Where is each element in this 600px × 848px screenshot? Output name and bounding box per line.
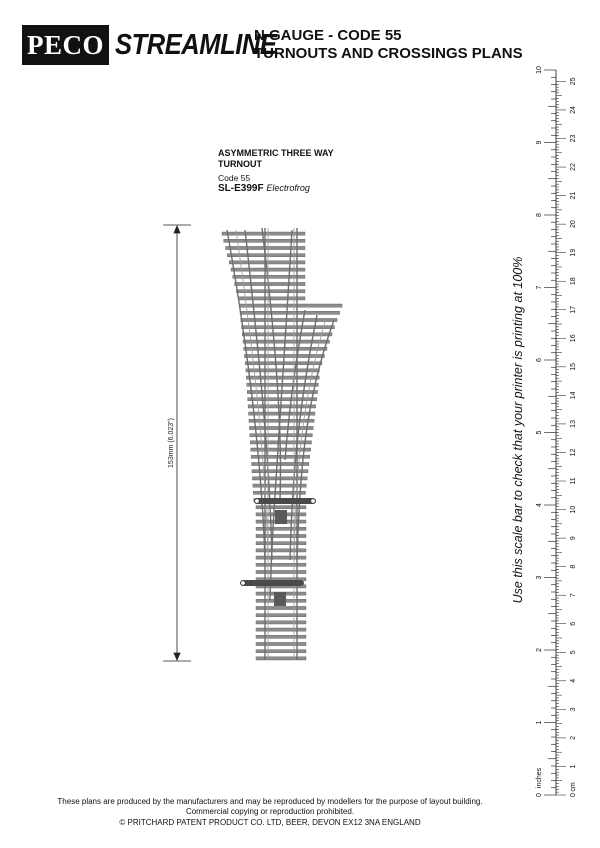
- cm-label-tick: 19: [570, 248, 577, 257]
- footer-notice: [0, 797, 570, 817]
- sleeper: [256, 606, 306, 609]
- inch-label: 9: [536, 140, 543, 145]
- sleeper: [236, 290, 305, 293]
- cm-label-tick: 3: [570, 707, 577, 712]
- cm-label-tick: 22: [570, 163, 577, 171]
- cm-label-tick: 0: [570, 793, 577, 797]
- sleeper: [256, 621, 306, 624]
- inch-label: 5: [536, 430, 543, 435]
- cm-label-tick: 9: [570, 536, 577, 541]
- cm-label-tick: 10: [570, 505, 577, 514]
- cm-label-tick: 23: [570, 134, 577, 143]
- sleeper: [248, 398, 317, 401]
- inch-label: 10: [536, 66, 543, 74]
- frog-type: Electrofrog: [266, 183, 310, 193]
- sleeper: [256, 628, 306, 631]
- cm-label-tick: 15: [570, 362, 577, 371]
- cm-label: cm: [570, 782, 577, 792]
- cm-label-tick: 2: [570, 735, 577, 740]
- sleeper: [243, 340, 330, 343]
- inch-label: 8: [536, 213, 543, 217]
- cm-label-tick: 21: [570, 191, 577, 200]
- page-title-line1: N GAUGE - CODE 55: [254, 27, 402, 44]
- cm-label-tick: 14: [570, 391, 577, 400]
- inch-label: 7: [536, 285, 543, 290]
- plan-title-line2: TURNOUT: [218, 159, 262, 169]
- sleeper: [256, 556, 306, 559]
- sleeper: [256, 657, 306, 660]
- sleeper: [256, 642, 306, 645]
- sleeper: [250, 434, 313, 437]
- footer-line2: Commercial copying or reproduction prohibited.: [185, 807, 355, 816]
- sleeper: [235, 282, 305, 285]
- sleeper: [238, 297, 305, 300]
- sleeper: [256, 650, 306, 653]
- inches-label: inches: [536, 767, 543, 789]
- sleeper: [256, 614, 306, 617]
- sleeper: [239, 304, 342, 307]
- inch-label: 4: [536, 503, 543, 507]
- cm-label-tick: 6: [570, 621, 577, 626]
- cm-label-tick: 18: [570, 277, 577, 286]
- inch-label: 2: [536, 648, 543, 652]
- peco-logo-box: PECO: [22, 25, 109, 65]
- length-label: 153mm (6.023"): [168, 418, 175, 468]
- plan-title-line1: ASYMMETRIC THREE WAY: [218, 148, 334, 158]
- cm-label-tick: 12: [570, 448, 577, 457]
- cm-label-tick: 24: [570, 106, 577, 114]
- plan-code: Code 55: [218, 173, 251, 183]
- cm-label-tick: 17: [570, 305, 577, 314]
- sleeper: [256, 563, 306, 566]
- cm-label-tick: 16: [570, 334, 577, 343]
- scale-instruction: Use this scale bar to check that your printer is printing at 100%: [511, 256, 525, 604]
- sleeper: [250, 441, 311, 444]
- cm-label-tick: 5: [570, 650, 577, 655]
- sleeper: [240, 311, 339, 314]
- cm-label-tick: 13: [570, 420, 577, 428]
- cm-label-tick: 11: [570, 477, 577, 485]
- sleeper: [249, 426, 313, 429]
- cm-label-tick: 25: [570, 77, 577, 86]
- cm-label-tick: 20: [570, 220, 577, 229]
- footer-line1: These plans are produced by the manufacturers and may be reproduced by modellers for the purpose of layout building.: [57, 797, 483, 806]
- sleeper: [256, 549, 306, 552]
- footer-copyright: © PRITCHARD PATENT PRODUCT CO. LTD, BEER, DEVON EX12 3NA ENGLAND: [119, 818, 421, 827]
- inch-label: 1: [536, 720, 543, 725]
- streamline-wordmark: STREAMLINE: [115, 28, 277, 61]
- inch-label: 3: [536, 575, 543, 580]
- cm-label-tick: 7: [570, 593, 577, 598]
- sleeper: [256, 542, 306, 545]
- inch-label: 0: [536, 793, 543, 797]
- sleeper: [244, 347, 327, 350]
- part-number: SL-E399F: [218, 183, 264, 194]
- cm-label-tick: 4: [570, 678, 577, 683]
- sleeper: [256, 635, 306, 638]
- sleeper: [256, 570, 306, 573]
- cm-label-tick: 1: [570, 764, 577, 769]
- sleeper: [256, 506, 306, 509]
- inch-label: 6: [536, 358, 543, 362]
- scale-bar: [536, 66, 577, 797]
- page-title-line2: TURNOUTS AND CROSSINGS PLANS: [254, 45, 523, 62]
- cm-label-tick: 8: [570, 564, 577, 569]
